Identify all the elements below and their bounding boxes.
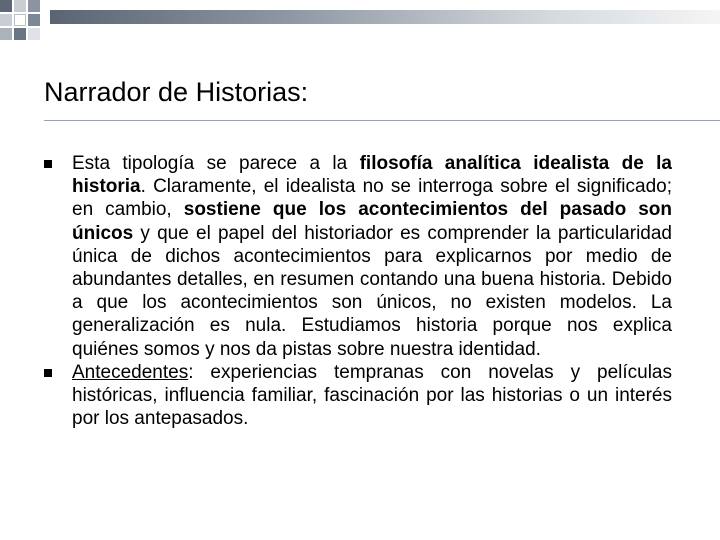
bullet-item [44, 152, 672, 361]
decor-square [28, 28, 40, 40]
bullet-text-segment: : experiencias tempranas con novelas y películas históricas, influencia familiar, fascinación por las historias o un interés por los antepasados. [72, 361, 672, 430]
bullet-text-segment: . Claramente, el idealista no se interroga sobre el significado; en cambio, [72, 176, 672, 221]
title-divider [44, 120, 720, 121]
decor-square [28, 0, 40, 12]
bullet-item [44, 361, 672, 431]
bullet-text [72, 361, 672, 431]
decor-square [0, 28, 12, 40]
decor-square [0, 0, 12, 12]
decor-square [14, 28, 26, 40]
header-gradient-bar [50, 10, 720, 24]
bullet-text-underlined: Antecedentes [72, 361, 189, 383]
square-bullet-icon [44, 369, 52, 377]
decor-square [0, 14, 12, 26]
bullet-text-segment: y que el papel del historiador es comprender la particularidad única de dichos acontecimientos para explicarnos por medio de abundantes detalles, en resumen contando una buena historia. Debido a que los acontecimientos son únicos, no existen modelos. La generalización es nula. Estudiamos historia porque nos explica quiénes somos y nos da pistas sobre nuestra identidad. [72, 222, 672, 360]
bullet-text [72, 152, 672, 361]
bullet-text-bold: sostiene que los acontecimientos del pasado son únicos [72, 199, 672, 244]
decor-square [14, 0, 26, 12]
header-decoration [0, 0, 720, 50]
page-title: Narrador de Historias: [44, 77, 309, 107]
bullet-text-bold: filosofía analítica idealista de la historia [72, 153, 673, 198]
bullet-text-segment: Esta tipología se parece a la [72, 153, 360, 174]
decor-square [14, 14, 26, 26]
bullet-list [44, 152, 672, 430]
square-bullet-icon [44, 160, 52, 168]
decor-square [28, 14, 40, 26]
